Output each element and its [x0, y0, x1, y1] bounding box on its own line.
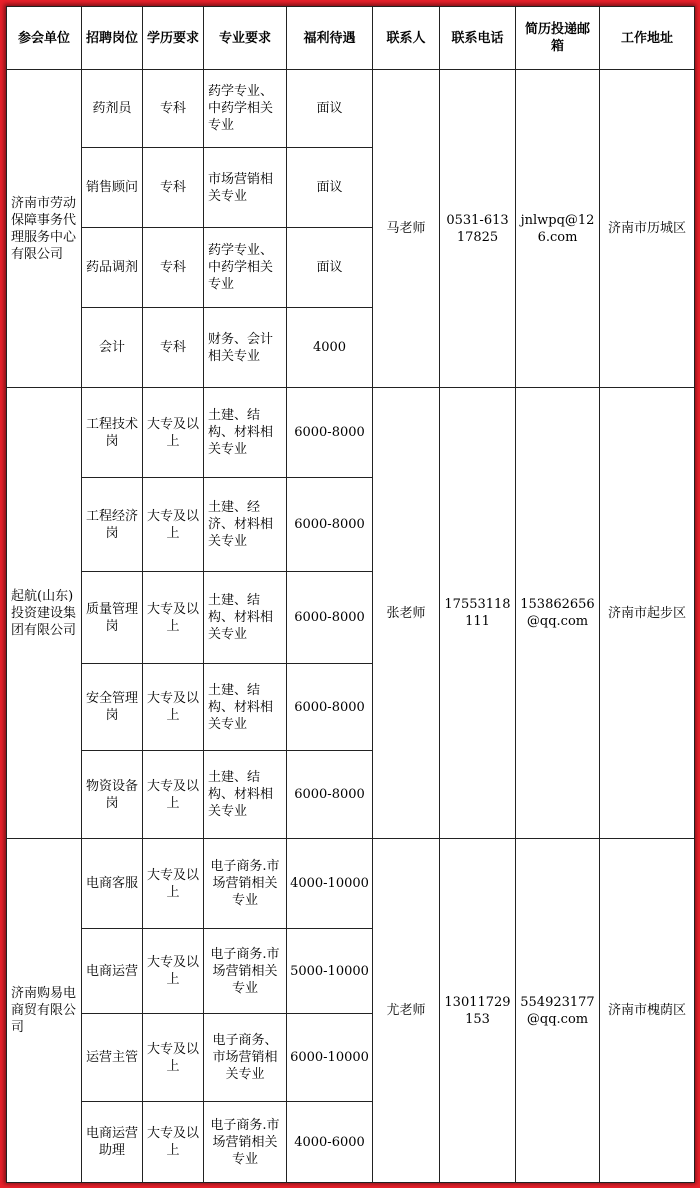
job-salary: 面议	[287, 148, 373, 228]
job-major: 土建、结构、材料相关专业	[204, 751, 287, 839]
job-major: 财务、会计相关专业	[204, 308, 287, 388]
job-salary: 4000	[287, 308, 373, 388]
job-major: 土建、结构、材料相关专业	[204, 572, 287, 664]
job-title: 物资设备岗	[82, 751, 143, 839]
job-salary: 6000-8000	[287, 751, 373, 839]
job-major: 电子商务.市场营销相关专业	[204, 1102, 287, 1183]
job-major: 药学专业、中药学相关专业	[204, 70, 287, 148]
job-salary: 5000-10000	[287, 929, 373, 1014]
job-education: 大专及以上	[143, 839, 204, 929]
job-education: 大专及以上	[143, 664, 204, 751]
job-title: 会计	[82, 308, 143, 388]
header-salary: 福利待遇	[287, 7, 373, 70]
job-education: 专科	[143, 308, 204, 388]
header-major: 专业要求	[204, 7, 287, 70]
job-salary: 4000-10000	[287, 839, 373, 929]
job-salary: 面议	[287, 70, 373, 148]
job-major: 土建、结构、材料相关专业	[204, 664, 287, 751]
job-major: 电子商务、市场营销相关专业	[204, 1014, 287, 1102]
page-frame	[6, 6, 694, 1182]
header-phone: 联系电话	[440, 7, 516, 70]
contact-person: 马老师	[373, 70, 440, 388]
header-email: 简历投递邮箱	[516, 7, 600, 70]
job-title: 电商运营	[82, 929, 143, 1014]
header-position: 招聘岗位	[82, 7, 143, 70]
table-row	[7, 70, 695, 148]
company-name: 济南购易电商贸有限公司	[7, 839, 82, 1183]
job-major: 电子商务.市场营销相关专业	[204, 839, 287, 929]
resume-email: 554923177@qq.com	[516, 839, 600, 1183]
job-education: 大专及以上	[143, 1014, 204, 1102]
job-title: 电商客服	[82, 839, 143, 929]
contact-phone: 13011729153	[440, 839, 516, 1183]
job-major: 电子商务.市场营销相关专业	[204, 929, 287, 1014]
job-title: 销售顾问	[82, 148, 143, 228]
contact-phone: 0531-61317825	[440, 70, 516, 388]
company-name: 起航(山东)投资建设集团有限公司	[7, 388, 82, 839]
job-salary: 6000-10000	[287, 1014, 373, 1102]
job-education: 专科	[143, 70, 204, 148]
job-education: 大专及以上	[143, 478, 204, 572]
work-address: 济南市起步区	[600, 388, 695, 839]
job-education: 大专及以上	[143, 751, 204, 839]
contact-person: 张老师	[373, 388, 440, 839]
job-major: 市场营销相关专业	[204, 148, 287, 228]
header-company: 参会单位	[7, 7, 82, 70]
contact-person: 尤老师	[373, 839, 440, 1183]
work-address: 济南市历城区	[600, 70, 695, 388]
job-education: 大专及以上	[143, 929, 204, 1014]
job-title: 药剂员	[82, 70, 143, 148]
table-row	[7, 388, 695, 478]
recruitment-table	[6, 6, 695, 1183]
job-title: 质量管理岗	[82, 572, 143, 664]
job-major: 土建、结构、材料相关专业	[204, 388, 287, 478]
header-row	[7, 7, 695, 70]
table-row	[7, 839, 695, 929]
company-name: 济南市劳动保障事务代理服务中心有限公司	[7, 70, 82, 388]
job-title: 电商运营助理	[82, 1102, 143, 1183]
header-contact: 联系人	[373, 7, 440, 70]
work-address: 济南市槐荫区	[600, 839, 695, 1183]
job-education: 大专及以上	[143, 1102, 204, 1183]
resume-email: jnlwpq@126.com	[516, 70, 600, 388]
job-salary: 6000-8000	[287, 388, 373, 478]
job-education: 大专及以上	[143, 572, 204, 664]
job-education: 专科	[143, 228, 204, 308]
job-salary: 6000-8000	[287, 478, 373, 572]
job-major: 药学专业、中药学相关专业	[204, 228, 287, 308]
job-major: 土建、经济、材料相关专业	[204, 478, 287, 572]
job-salary: 6000-8000	[287, 664, 373, 751]
job-salary: 面议	[287, 228, 373, 308]
resume-email: 153862656@qq.com	[516, 388, 600, 839]
job-title: 安全管理岗	[82, 664, 143, 751]
job-title: 药品调剂	[82, 228, 143, 308]
header-address: 工作地址	[600, 7, 695, 70]
job-education: 大专及以上	[143, 388, 204, 478]
job-education: 专科	[143, 148, 204, 228]
job-title: 工程经济岗	[82, 478, 143, 572]
contact-phone: 17553118111	[440, 388, 516, 839]
job-salary: 4000-6000	[287, 1102, 373, 1183]
job-title: 工程技术岗	[82, 388, 143, 478]
header-education: 学历要求	[143, 7, 204, 70]
job-title: 运营主管	[82, 1014, 143, 1102]
job-salary: 6000-8000	[287, 572, 373, 664]
